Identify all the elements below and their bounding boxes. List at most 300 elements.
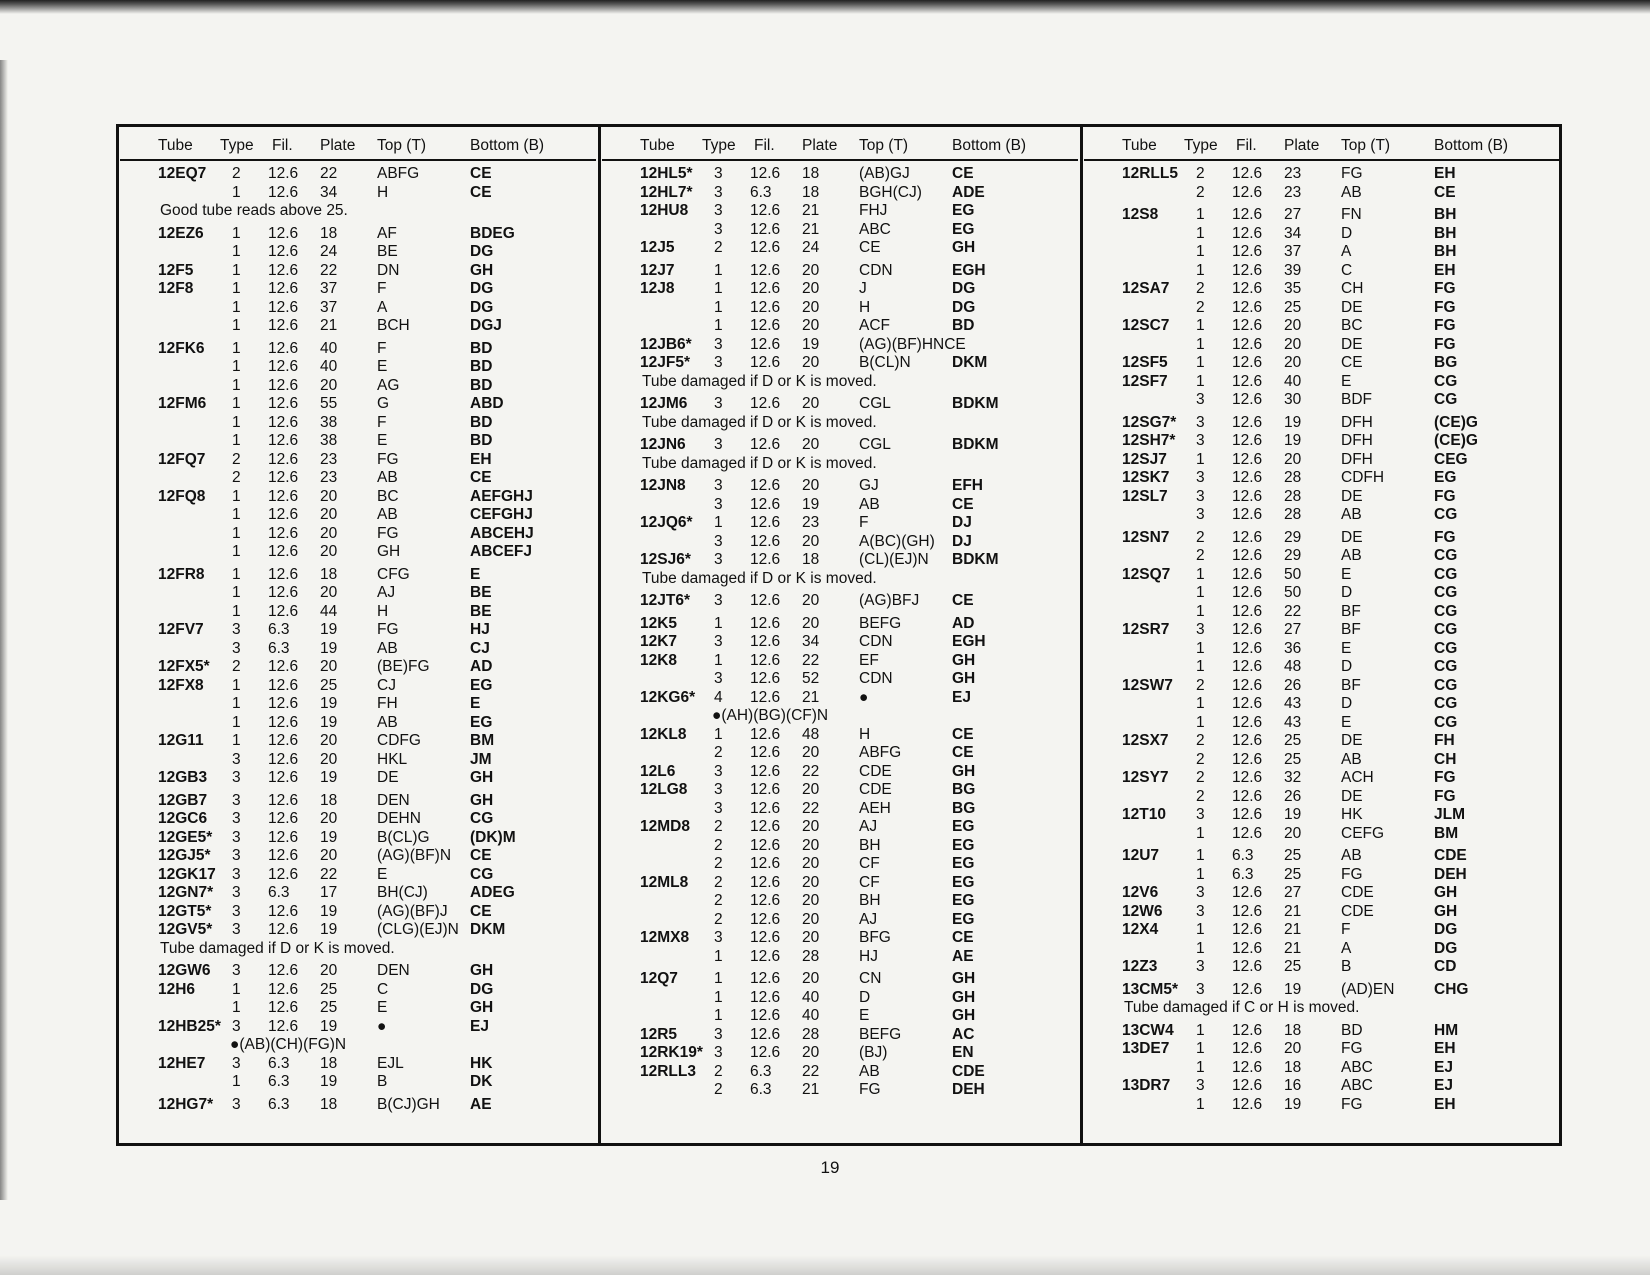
cell-bottom: CG [1434,506,1458,523]
cell-plate: 19 [802,335,820,353]
cell-type: 2 [232,658,241,675]
table-continuation [602,707,1078,726]
scan-edge-left [0,60,8,1200]
cell-bottom: EFH [952,477,983,494]
table-row [602,262,1078,281]
cell-plate: 21 [320,317,338,334]
cell-type: 2 [1196,769,1205,786]
cell-plate: 20 [802,354,820,371]
cell-type: 1 [1196,206,1205,223]
cell-bottom: EH [1434,1095,1456,1113]
cell-type: 2 [714,1062,723,1080]
cell-tube: 12GT5* [158,902,212,920]
header-bottom: Bottom (B) [1434,137,1509,154]
cell-type: 1 [1196,921,1205,938]
cell-fil: 12.6 [750,836,781,854]
cell-bottom: BD [470,376,493,394]
cell-bottom: DK [470,1073,493,1090]
cell-fil: 12.6 [1232,884,1263,901]
table-row [602,533,1078,552]
cell-type: 1 [1196,639,1205,657]
cell-fil: 12.6 [750,239,781,256]
cell-plate: 20 [1284,317,1302,334]
cell-plate: 20 [320,810,338,827]
table-row [120,792,596,811]
header-fil: Fil. [272,137,293,154]
cell-fil: 6.3 [268,1073,290,1090]
cell-plate: 29 [1284,528,1302,546]
cell-bottom: CE [470,165,492,182]
table-row [120,1018,596,1037]
cell-type: 3 [1196,806,1205,823]
table-row [120,732,596,751]
cell-top: (CL)(EJ)N [859,551,929,568]
cell-top: BD [1341,1021,1363,1039]
cell-bottom: FG [1434,487,1456,505]
cell-top: DE [1341,298,1363,316]
cell-bottom: FG [1434,528,1456,546]
cell-tube: 12FX5* [158,658,210,675]
cell-type: 1 [232,1073,241,1090]
table-row [602,929,1078,948]
cell-top: AB [1341,547,1362,564]
cell-tube: 12Z3 [1122,958,1158,975]
cell-fil: 12.6 [750,670,781,687]
cell-bottom: EGH [952,633,986,650]
cell-tube: 12K5 [640,614,678,632]
cell-plate: 20 [1284,824,1302,842]
cell-fil: 12.6 [1232,939,1263,957]
cell-type: 1 [1196,865,1205,883]
table-row [120,262,596,281]
cell-type: 2 [714,910,723,928]
cell-plate: 23 [802,514,820,531]
cell-fil: 12.6 [268,750,299,768]
cell-fil: 12.6 [1232,732,1263,749]
cell-top: HKL [377,750,408,768]
table-row [602,299,1078,318]
cell-top: BH(CJ) [377,884,428,901]
cell-fil: 12.6 [268,828,299,846]
cell-tube: 12S8 [1122,206,1159,223]
cell-plate: 25 [1284,958,1302,975]
cell-tube: 12JB6* [640,335,692,353]
cell-plate: 25 [320,980,338,998]
cell-type: 2 [1196,298,1205,316]
cell-plate: 20 [802,298,820,316]
cell-fil: 12.6 [1232,243,1263,260]
table-row [602,874,1078,893]
table-rows [1084,165,1560,1114]
table-row [1084,469,1560,488]
cell-type: 3 [232,1017,241,1035]
cell-plate: 26 [1284,787,1302,805]
cell-fil: 12.6 [1232,206,1263,223]
cell-bottom: EG [952,855,975,872]
cell-tube: 12J5 [640,239,675,256]
table-row [1084,1077,1560,1096]
table-row [1084,206,1560,225]
cell-bottom: CG [1434,547,1458,564]
cell-fil: 12.6 [1232,298,1263,316]
cell-tube: 12J7 [640,261,675,279]
table-row [1084,940,1560,959]
cell-fil: 12.6 [750,929,781,946]
cell-top: CDE [859,762,892,780]
table-row [1084,658,1560,677]
cell-bottom: DG [952,298,976,316]
cell-plate: 20 [320,506,338,523]
cell-bottom: EG [952,836,975,854]
cell-top: AB [859,495,880,513]
cell-plate: 21 [1284,902,1302,920]
cell-plate: 20 [802,614,820,632]
cell-fil: 12.6 [1232,787,1263,805]
cell-plate: 20 [802,317,820,334]
cell-top: HJ [859,947,878,965]
note-text: Tube damaged if D or K is moved. [642,454,877,472]
table-row [1084,451,1560,470]
cell-fil: 12.6 [268,962,299,979]
note-text: Tube damaged if D or K is moved. [642,372,877,390]
table-row [1084,695,1560,714]
cell-fil: 6.3 [750,1062,772,1080]
cell-plate: 20 [320,750,338,768]
cell-tube: 12JQ6* [640,514,693,531]
cell-top: AB [1341,847,1362,864]
cell-top: DFH [1341,432,1373,449]
cell-bottom: DG [470,243,494,260]
cell-fil: 6.3 [268,639,290,657]
table-row [120,677,596,696]
cell-plate: 16 [1284,1077,1302,1094]
cell-tube: 12Q7 [640,970,678,987]
cell-type: 1 [714,970,723,987]
cell-top: CE [1341,354,1363,371]
table-row [1084,317,1560,336]
cell-bottom: CE [952,165,974,182]
cell-bottom: (CE)G [1434,432,1478,449]
cell-type: 2 [232,469,241,486]
cell-plate: 20 [802,910,820,928]
cell-plate: 25 [1284,298,1302,316]
cell-top: CF [859,873,880,891]
cell-type: 1 [1196,1058,1205,1076]
table-row [602,202,1078,221]
cell-top: E [859,1007,870,1024]
cell-fil: 12.6 [268,224,299,242]
cell-fil: 12.6 [1232,317,1263,334]
cell-type: 3 [1196,958,1205,975]
cell-bottom: FG [1434,280,1456,297]
table-row [1084,921,1560,940]
cell-type: 3 [1196,506,1205,523]
cell-top: BGH(CJ) [859,183,922,201]
table-row [120,584,596,603]
cell-fil: 12.6 [268,183,299,201]
cell-fil: 12.6 [750,855,781,872]
table-row [1084,243,1560,262]
cell-top: H [377,602,389,620]
cell-plate: 26 [1284,676,1302,694]
cell-type: 1 [714,261,723,279]
cell-top: ABFG [859,744,902,761]
table-row [602,855,1078,874]
cell-type: 3 [714,335,723,353]
table-row [602,551,1078,570]
cell-tube: 12SX7 [1122,732,1169,749]
cell-top: (AB)GJ [859,165,910,182]
table-row [602,514,1078,533]
cell-plate: 20 [802,970,820,987]
cell-type: 1 [1196,695,1205,712]
cell-plate: 19 [320,769,338,786]
cell-type: 3 [232,769,241,786]
cell-type: 2 [714,818,723,835]
cell-tube: 12KG6* [640,688,696,706]
cell-bottom: CEG [1434,450,1468,468]
cell-bottom: GH [1434,902,1458,920]
table-row [120,451,596,470]
cell-fil: 12.6 [750,744,781,761]
cell-top: CDN [859,633,893,650]
cell-type: 1 [1196,824,1205,842]
table-row [602,633,1078,652]
cell-tube: 12HG7* [158,1095,214,1113]
cell-bottom: CE [952,592,974,609]
cell-fil: 12.6 [268,732,299,749]
cell-plate: 23 [320,469,338,486]
cell-bottom: DG [952,280,976,297]
cell-type: 1 [1196,602,1205,620]
cell-fil: 12.6 [1232,806,1263,823]
cell-type: 3 [714,633,723,650]
cell-tube: 12RLL5 [1122,165,1178,182]
scan-edge-top [0,0,1650,14]
table-row [1084,603,1560,622]
cell-type: 1 [232,980,241,998]
cell-bottom: BD [952,317,975,334]
cell-plate: 39 [1284,261,1302,279]
cell-top: E [1341,713,1352,731]
cell-top: DE [1341,787,1363,805]
table-row [602,800,1078,819]
cell-type: 3 [1196,884,1205,901]
cell-fil: 12.6 [1232,450,1263,468]
cell-type: 2 [714,873,723,891]
cell-fil: 12.6 [268,469,299,486]
cell-bottom: CE [952,929,974,946]
table-row [602,615,1078,634]
column-header [120,137,596,157]
cell-bottom: CD [1434,958,1457,975]
cell-bottom: CG [470,865,494,883]
cell-plate: 18 [320,224,338,242]
table-row [1084,847,1560,866]
cell-type: 1 [1196,224,1205,242]
cell-fil: 12.6 [268,543,299,560]
cell-plate: 21 [802,1081,820,1098]
cell-bottom: FG [1434,787,1456,805]
cell-bottom: ABCEFJ [470,543,533,560]
cell-bottom: FG [1434,335,1456,353]
cell-bottom: CG [1434,565,1458,583]
cell-type: 3 [714,354,723,371]
cell-type: 3 [714,395,723,412]
cell-plate: 19 [1284,432,1302,449]
cell-fil: 12.6 [750,873,781,891]
cell-plate: 19 [320,1073,338,1090]
cell-fil: 12.6 [750,436,781,453]
table-row [120,317,596,336]
cell-bottom: EH [1434,165,1456,182]
cell-plate: 29 [1284,547,1302,564]
cell-fil: 12.6 [268,524,299,542]
cell-top: E [377,865,388,883]
cell-top: CGL [859,436,891,453]
cell-fil: 12.6 [1232,565,1263,583]
cell-bottom: CG [1434,676,1458,694]
cell-plate: 20 [1284,450,1302,468]
cell-type: 1 [232,602,241,620]
cell-top: B(CJ)GH [377,1095,440,1113]
table-row [602,221,1078,240]
cell-fil: 12.6 [750,651,781,669]
header-rule [602,159,1078,161]
cell-top: DE [377,769,399,786]
cell-plate: 38 [320,432,338,449]
cell-top: J [859,280,867,297]
cell-top: AB [377,469,398,486]
cell-top: BC [1341,317,1363,334]
cell-type: 3 [1196,413,1205,431]
cell-bottom: EG [1434,469,1457,486]
table-row [120,1073,596,1092]
cell-fil: 12.6 [268,676,299,694]
cell-bottom: CG [1434,602,1458,620]
table-row [120,921,596,940]
cell-tube: 12JF5* [640,354,690,371]
cell-type: 1 [232,183,241,201]
cell-plate: 24 [802,239,820,256]
cell-type: 1 [1196,243,1205,260]
cell-type: 3 [1196,902,1205,920]
cell-tube: 12SW7 [1122,676,1173,694]
cell-type: 2 [1196,165,1205,182]
cell-type: 3 [232,962,241,979]
cell-plate: 18 [1284,1021,1302,1039]
cell-bottom: BD [470,339,493,357]
cell-type: 1 [232,487,241,505]
cell-fil: 12.6 [268,450,299,468]
cell-fil: 12.6 [1232,750,1263,768]
cell-tube: 12EZ6 [158,224,204,242]
cell-bottom: CJ [470,639,490,657]
cell-fil: 12.6 [1232,713,1263,731]
cell-type: 1 [1196,1095,1205,1113]
cell-fil: 6.3 [750,183,772,201]
cell-tube: 12HU8 [640,202,689,219]
cell-tube: 12SN7 [1122,528,1170,546]
cell-tube: 12HL5* [640,165,693,182]
cell-top: C [1341,261,1353,279]
table-note [1084,999,1560,1018]
cell-type: 3 [714,477,723,494]
cell-type: 1 [1196,565,1205,583]
cell-plate: 20 [802,261,820,279]
cell-plate: 20 [1284,354,1302,371]
table-row [1084,677,1560,696]
cell-plate: 23 [1284,165,1302,182]
cell-plate: 20 [802,818,820,835]
continuation-text: ●(AH)(BG)(CF)N [712,707,829,724]
cell-bottom: CE [1434,183,1456,201]
table-row [120,469,596,488]
cell-top: CDE [1341,902,1374,920]
cell-fil: 12.6 [1232,639,1263,657]
cell-fil: 12.6 [1232,469,1263,486]
cell-plate: 18 [320,1095,338,1113]
table-row [1084,414,1560,433]
header-tube: Tube [158,137,193,154]
cell-fil: 12.6 [750,220,781,238]
cell-type: 3 [714,202,723,219]
cell-bottom: HJ [470,621,490,638]
table-row [1084,806,1560,825]
cell-type: 3 [232,1054,241,1072]
cell-bottom: JM [470,750,492,768]
cell-top: BH [859,892,881,909]
cell-tube: 12SF7 [1122,372,1168,390]
cell-plate: 20 [320,962,338,979]
cell-type: 2 [714,855,723,872]
cell-tube: 12T10 [1122,806,1166,823]
cell-bottom: EJ [470,1017,489,1035]
cell-fil: 12.6 [750,317,781,334]
cell-top: AB [1341,750,1362,768]
table-row [602,652,1078,671]
cell-tube: 12JM6 [640,395,688,412]
cell-top: B(CL)G [377,828,430,846]
cell-type: 1 [232,584,241,601]
cell-tube: 12HL7* [640,183,693,201]
cell-top: FHJ [859,202,888,219]
cell-fil: 12.6 [268,980,299,998]
cell-top: CE [859,239,881,256]
cell-top: A [377,298,388,316]
cell-plate: 22 [802,651,820,669]
cell-tube: 12H6 [158,980,196,998]
cell-bottom: EG [952,202,975,219]
cell-type: 3 [714,220,723,238]
cell-tube: 12JT6* [640,592,690,609]
cell-top: FG [1341,1040,1363,1057]
cell-top: D [1341,658,1353,675]
cell-bottom: EH [1434,1040,1456,1057]
cell-plate: 21 [802,202,820,219]
table-row [120,751,596,770]
cell-top: DN [377,261,400,279]
cell-fil: 12.6 [268,584,299,601]
cell-tube: 12GW6 [158,962,211,979]
cell-plate: 30 [1284,391,1302,408]
cell-tube: 12GB3 [158,769,208,786]
table-row [120,432,596,451]
cell-bottom: GH [952,970,976,987]
cell-plate: 18 [802,551,820,568]
cell-top: DFH [1341,413,1373,431]
cell-fil: 12.6 [1232,165,1263,182]
